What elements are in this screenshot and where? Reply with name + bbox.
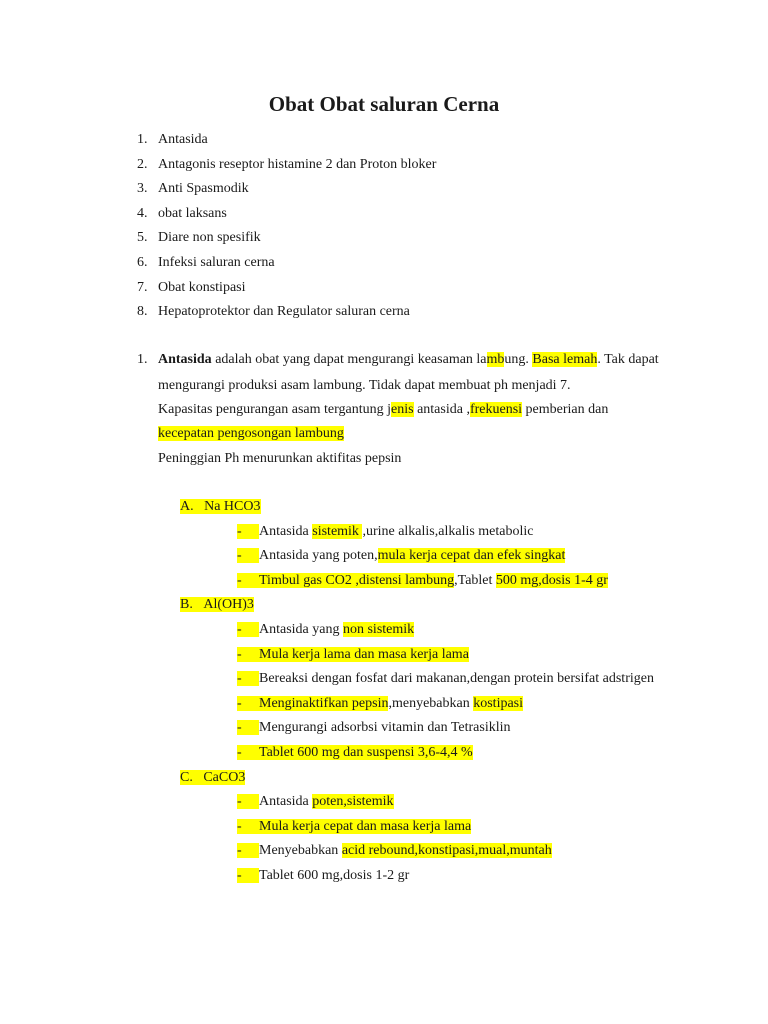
toc-number: 4. (137, 205, 148, 221)
subsection-heading (180, 769, 245, 787)
bullet-dash (237, 646, 259, 664)
highlighted-text: sistemik (312, 523, 363, 539)
bullet-item (259, 793, 394, 811)
toc-number: 2. (137, 156, 148, 172)
highlighted-text: mb (486, 352, 505, 367)
bullet-item (259, 572, 608, 590)
bullet-item (259, 744, 473, 762)
toc-number: 5. (137, 230, 148, 246)
bullet-item (259, 646, 469, 664)
highlighted-text: frekuensi (469, 402, 523, 417)
bullet-item (259, 523, 534, 541)
subsection-label: C. CaCO3 (180, 769, 246, 785)
bullet-dash (237, 818, 259, 836)
text-run: Antasida (259, 794, 313, 810)
text-run: ,menyebabkan (388, 695, 474, 711)
dash-marker: - (237, 646, 260, 662)
bullet-dash (237, 547, 259, 565)
text-run: antasida , (413, 402, 470, 417)
toc-item: Hepatoprotektor dan Regulator saluran cerna (158, 304, 410, 320)
section-paragraph-line (158, 377, 571, 395)
text-run: Kapasitas pengurangan asam tergantung j (158, 402, 392, 417)
text-run: pemberian dan (522, 402, 609, 417)
toc-number: 8. (137, 304, 148, 320)
highlighted-text: poten,sistemik (312, 794, 394, 810)
toc-number: 1. (137, 132, 148, 147)
section-paragraph-line (158, 450, 401, 468)
highlighted-text: enis (391, 402, 414, 417)
highlighted-text: kostipasi (473, 695, 524, 711)
section-paragraph-line (158, 425, 344, 443)
page-title: Obat Obat saluran Cerna (268, 92, 500, 116)
bullet-dash (237, 621, 259, 639)
subsection-label: A. Na HCO3 (180, 499, 261, 514)
bullet-dash (237, 670, 259, 688)
subsection-heading (180, 596, 254, 614)
bullet-item (259, 621, 414, 639)
bullet-item (259, 719, 511, 737)
text-run: Antasida yang poten, (259, 548, 378, 564)
dash-marker: - (237, 622, 260, 637)
section-number: 1. (137, 352, 148, 367)
toc-number: 3. (137, 181, 148, 197)
dash-marker: - (237, 794, 260, 810)
bullet-dash (237, 719, 259, 737)
text-run: Peninggian Ph menurunkan aktifitas pepsin (158, 451, 402, 466)
bullet-dash (237, 695, 259, 713)
toc-number: 6. (137, 255, 148, 270)
dash-marker: - (237, 843, 260, 859)
text-run: ,Tablet (454, 572, 496, 588)
bullet-item (259, 670, 654, 688)
toc-item: Antagonis reseptor histamine 2 dan Proton bloker (158, 156, 437, 172)
toc-item: Infeksi saluran cerna (158, 255, 275, 270)
toc-item: obat laksans (158, 205, 227, 221)
bullet-item (259, 842, 552, 860)
highlighted-text: Timbul gas CO2 ,distensi lambung (259, 572, 455, 588)
dash-marker: - (237, 523, 260, 539)
text-run: Bereaksi dengan fosfat dari makanan,dengan protein bersifat adstrigen (259, 671, 654, 687)
text-run: Antasida yang (259, 622, 343, 637)
text-run: mengurangi produksi asam lambung. Tidak dapat membuat ph menjadi 7. (158, 378, 571, 393)
bullet-dash (237, 842, 259, 860)
highlighted-text: 500 mg,dosis 1-4 gr (495, 572, 608, 588)
bullet-item (259, 867, 409, 885)
toc-item: Obat konstipasi (158, 279, 246, 295)
toc-item: Anti Spasmodik (158, 181, 249, 197)
highlighted-text: Mula kerja lama dan masa kerja lama (259, 646, 469, 662)
dash-marker: - (237, 818, 260, 834)
text-run: ,urine alkalis,alkalis metabolic (362, 523, 534, 539)
text-run: Antasida (259, 523, 313, 539)
highlighted-text: Tablet 600 mg dan suspensi 3,6-4,4 % (259, 745, 473, 760)
bullet-dash (237, 523, 259, 541)
highlighted-text: kecepatan pengosongan lambung (158, 426, 344, 441)
bullet-dash (237, 744, 259, 762)
text-run: Menyebabkan (259, 843, 342, 859)
text-run: . Tak dapat (597, 352, 659, 367)
highlighted-text: mula kerja cepat dan efek singkat (377, 548, 566, 564)
bullet-item (259, 695, 523, 713)
text-run: ung. (504, 352, 533, 367)
section-paragraph-line (158, 401, 608, 419)
bullet-dash (237, 793, 259, 811)
text-run: adalah obat yang dapat mengurangi keasaman la (211, 352, 487, 367)
toc-item: Antasida (158, 132, 208, 147)
highlighted-text: Basa lemah (532, 352, 598, 367)
highlighted-text: Menginaktifkan pepsin (259, 695, 389, 711)
bullet-dash (237, 572, 259, 590)
dash-marker: - (237, 720, 260, 736)
dash-marker: - (237, 745, 260, 760)
dash-marker: - (237, 572, 260, 588)
bullet-item (259, 818, 471, 836)
dash-marker: - (237, 695, 260, 711)
toc-item: Diare non spesifik (158, 230, 261, 246)
subsection-label: B. Al(OH)3 (180, 597, 254, 613)
text-run: Mengurangi adsorbsi vitamin dan Tetrasiklin (259, 720, 511, 736)
text-run: Tablet 600 mg,dosis 1-2 gr (259, 868, 410, 883)
bullet-item (259, 547, 565, 565)
dash-marker: - (237, 868, 260, 883)
toc-number: 7. (137, 279, 148, 295)
section-paragraph-line (158, 351, 659, 369)
subsection-heading (180, 498, 261, 516)
dash-marker: - (237, 548, 260, 564)
bullet-dash (237, 867, 259, 885)
highlighted-text: Mula kerja cepat dan masa kerja lama (259, 818, 472, 834)
highlighted-text: non sistemik (342, 622, 415, 637)
dash-marker: - (237, 671, 260, 687)
text-run: Antasida (158, 352, 212, 367)
highlighted-text: acid rebound,konstipasi,mual,muntah (341, 843, 552, 859)
